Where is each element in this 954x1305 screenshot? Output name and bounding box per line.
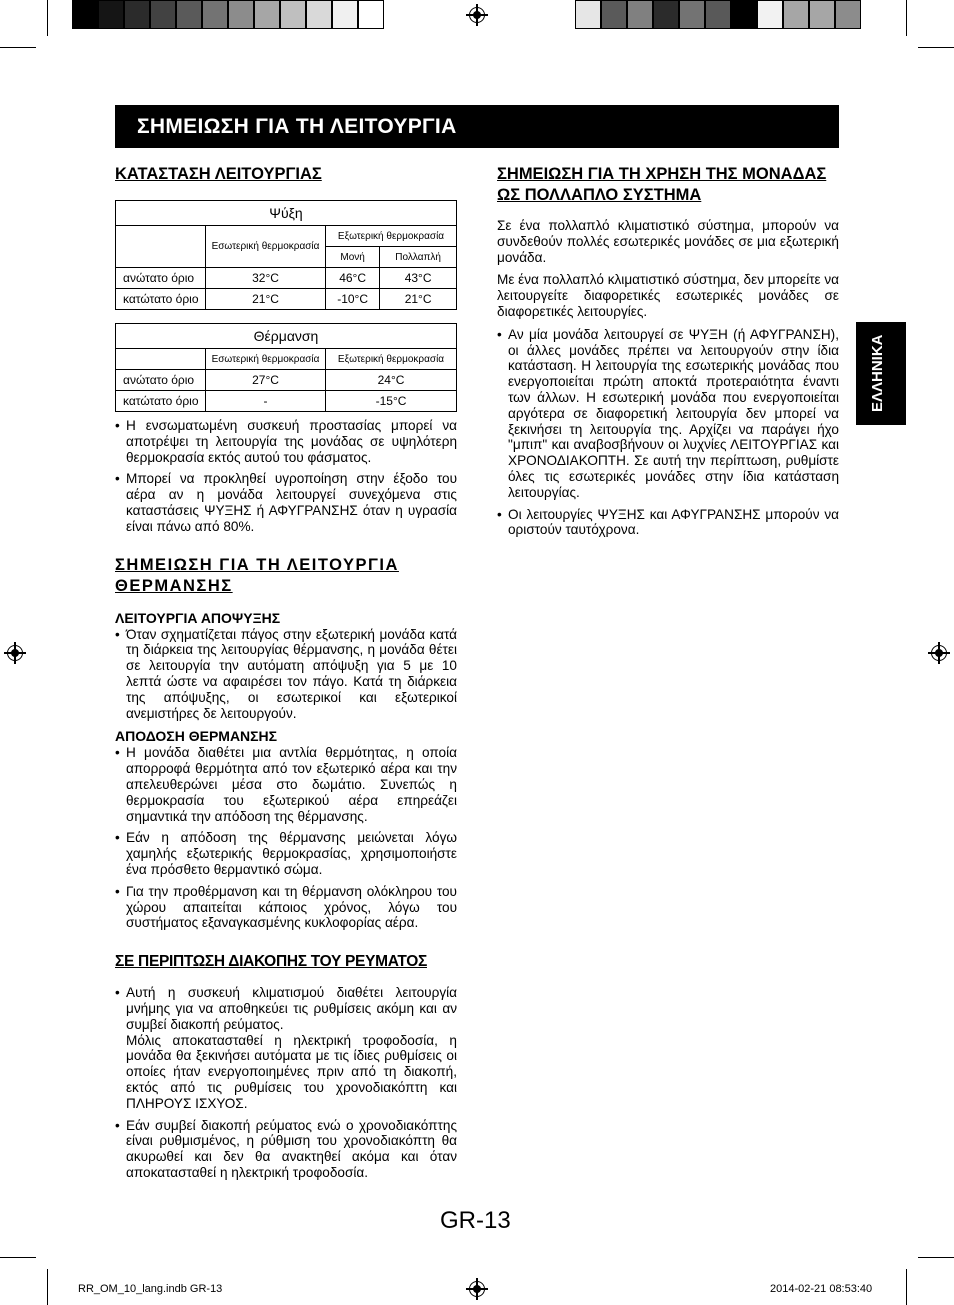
list-item: • Όταν σχηματίζεται πάγος στην εξωτερική μονάδα κατά τη διάρκεια της λειτουργίας θέρμανσης, η μονάδα θέτει σε λειτουργία την αυτόματη απόψυξη για 5 με 10 λεπτά ώστε να αφαιρέσει τον πάγο. Κατά τη διάρκεια της απόψυξης, οι εσωτερικοί και εξωτερικοί ανεμιστήρες δε λειτουργούν. [115, 627, 457, 722]
table-row [116, 391, 457, 412]
color-bar-right [575, 0, 861, 29]
table-row [116, 289, 457, 310]
color-swatch [150, 0, 176, 29]
registration-mark-right-icon [928, 642, 950, 664]
cooling-caption: Ψύξη [116, 201, 457, 226]
list-item [115, 985, 457, 1111]
footer-file: RR_OM_10_lang.indb GR-13 [78, 1283, 223, 1295]
left-column [115, 164, 457, 1187]
power-failure-notes [115, 985, 457, 1181]
cell: 46°C [326, 268, 380, 289]
color-swatch [809, 0, 835, 29]
table-row [116, 370, 457, 391]
row-label: ανώτατο όριο [116, 370, 206, 391]
list-item: • Για την προθέρμανση και τη θέρμανση ολόκληρου του χώρου απαιτείται κάποιος χρόνος, λόγω του συστήματος εξαναγκασμένης κυκλοφορίας αέρα. [115, 884, 457, 931]
cell: 24°C [326, 370, 457, 391]
cell: -10°C [326, 289, 380, 310]
row-label: κατώτατο όριο [116, 289, 206, 310]
indoor-header: Εσωτερική θερμοκρασία [206, 226, 326, 268]
registration-mark-left-icon [4, 642, 26, 664]
single-header: Μονή [326, 247, 380, 268]
page-number: GR-13 [440, 1207, 511, 1234]
color-swatch [627, 0, 653, 29]
operating-conditions-heading: ΚΑΤΑΣΤΑΣΗ ΛΕΙΤΟΥΡΓΙΑΣ [115, 165, 322, 183]
color-swatch [601, 0, 627, 29]
color-swatch [124, 0, 150, 29]
color-swatch [731, 0, 757, 29]
table-corner [116, 226, 206, 268]
cell: - [206, 391, 326, 412]
color-swatch [254, 0, 280, 29]
crop-mark [0, 47, 36, 48]
language-tab-label: ΕΛΛΗΝΙΚΑ [869, 334, 886, 412]
list-item: • Η μονάδα διαθέτει μια αντλία θερμότητας, η οποία απορροφά θερμότητα από τον εξωτερικό αέρα και την απελευθερώνει μέσα στο δωμάτιο. Συνεπώς η θερμοκρασία του εξωτερικού αέρα επηρεάζει σημαντικά την απόδοση της θέρμανσης. [115, 745, 457, 824]
cell: 27°C [206, 370, 326, 391]
crop-mark [47, 0, 48, 36]
outdoor-header: Εξωτερική θερμοκρασία [326, 226, 457, 247]
defrost-notes [115, 627, 457, 722]
defrost-heading: ΛΕΙΤΟΥΡΓΙΑ ΑΠΟΨΥΞΗΣ [115, 609, 281, 626]
table-corner [116, 349, 206, 370]
multi-system-notes [497, 327, 839, 538]
crop-mark [47, 1269, 48, 1305]
color-swatch [228, 0, 254, 29]
row-label: κατώτατο όριο [116, 391, 206, 412]
row-label: ανώτατο όριο [116, 268, 206, 289]
heating-table [115, 323, 457, 412]
cell: 43°C [380, 268, 457, 289]
cell: 21°C [206, 289, 326, 310]
heating-note-heading: ΣΗΜΕΙΩΣΗ ΓΙΑ ΤΗ ΛΕΙΤΟΥΡΓΙΑ ΘΕΡΜΑΝΣΗΣ [115, 555, 399, 595]
color-bar-left [72, 0, 384, 29]
list-item: • Εάν η απόδοση της θέρμανσης μειώνεται λόγω χαμηλής εξωτερικής θερμοκρασίας, χρησιμοποιήστε ένα πρόσθετο θερμαντικό σώμα. [115, 830, 457, 877]
registration-mark-top-icon [466, 4, 488, 26]
section-header [115, 105, 839, 148]
color-swatch [280, 0, 306, 29]
list-item-text: Αυτή η συσκευή κλιματισμού διαθέτει λειτουργία μνήμης για να αποθηκεύει τις ρυθμίσεις ακόμη και αν συμβεί διακοπή ρεύματος. [126, 985, 457, 1032]
color-swatch [757, 0, 783, 29]
section-title: ΣΗΜΕΙΩΣΗ ΓΙΑ ΤΗ ΛΕΙΤΟΥΡΓΙΑ [137, 115, 457, 138]
crop-mark [918, 47, 954, 48]
color-swatch [653, 0, 679, 29]
cooling-table [115, 200, 457, 310]
footer-date: 2014-02-21 08:53:40 [770, 1283, 873, 1295]
list-item: • Αν μία μονάδα λειτουργεί σε ΨΥΞΗ (ή ΑΦΥΓΡΑΝΣΗ), οι άλλες μονάδες πρέπει να λειτουργούν στην ίδια κατάσταση. Η λειτουργία της εσωτερικής μονάδας που ενεργοποιείται πρώτη αποκτά προτεραιότητα έναντι των άλλων. Η εσωτερική μονάδα που ενεργοποιείται αργότερα σε διαφορετική λειτουργία δεν μπορεί να ξεκινήσει τη λειτουργία της. Αρχίζει να παράγει ήχο "μπιπ" και αναβοσβήνουν οι λυχνίες ΛΕΙΤΟΥΡΓΙΑΣ και ΧΡΟΝΟΔΙΑΚΟΠΤΗ. Σε αυτή την περίπτωση, ρυθμίστε όλες τις εσωτερικές μονάδες στην ίδια κατάσταση λειτουργίας. [497, 327, 839, 501]
crop-mark [0, 1257, 36, 1258]
heating-performance-heading: ΑΠΟΔΟΣΗ ΘΕΡΜΑΝΣΗΣ [115, 728, 278, 745]
paragraph: Με ένα πολλαπλό κλιματιστικό σύστημα, δεν μπορείτε να λειτουργείτε διαφορετικές εσωτερικές μονάδες σε διαφορετικές λειτουργίες. [497, 272, 839, 319]
multi-header: Πολλαπλή [380, 247, 457, 268]
multi-system-heading: ΣΗΜΕΙΩΣΗ ΓΙΑ ΤΗ ΧΡΗΣΗ ΤΗΣ ΜΟΝΑΔΑΣ ΩΣ ΠΟΛΛΑΠΛΟ ΣΥΣΤΗΜΑ [497, 165, 827, 204]
outdoor-header: Εξωτερική θερμοκρασία [326, 349, 457, 370]
heating-caption: Θέρμανση [116, 324, 457, 349]
crop-mark [918, 1257, 954, 1258]
registration-mark-bottom-icon [466, 1278, 488, 1300]
list-item: • Οι λειτουργίες ΨΥΞΗΣ και ΑΦΥΓΡΑΝΣΗΣ μπορούν να οριστούν ταυτόχρονα. [497, 507, 839, 539]
color-swatch [176, 0, 202, 29]
cell: 32°C [206, 268, 326, 289]
crop-mark [906, 1269, 907, 1305]
color-swatch [679, 0, 705, 29]
color-swatch [202, 0, 228, 29]
power-failure-heading: ΣΕ ΠΕΡΙΠΤΩΣΗ ΔΙΑΚΟΠΗΣ ΤΟΥ ΡΕΥΜΑΤΟΣ [115, 953, 427, 971]
color-swatch [332, 0, 358, 29]
cell: 21°C [380, 289, 457, 310]
color-swatch [575, 0, 601, 29]
crop-mark [906, 0, 907, 36]
heating-performance-notes [115, 745, 457, 931]
paragraph: Σε ένα πολλαπλό κλιματιστικό σύστημα, μπορούν να συνδεθούν πολλές εσωτερικές μονάδες σε μια εξωτερική μονάδα. [497, 218, 839, 265]
color-swatch [98, 0, 124, 29]
list-item: • Η ενσωματωμένη συσκευή προστασίας μπορεί να αποτρέψει τη λειτουργία της μονάδας σε υψηλότερη θερμοκρασία εκτός αυτού του φάσματος. [115, 418, 457, 465]
color-swatch [783, 0, 809, 29]
cell: -15°C [326, 391, 457, 412]
language-tab [856, 322, 906, 425]
list-item: • Μπορεί να προκληθεί υγροποίηση στην έξοδο του αέρα αν η μονάδα λειτουργεί συνεχόμενα στις καταστάσεις ΨΥΞΗΣ ή ΑΦΥΓΡΑΝΣΗΣ όταν η υγρασία είναι πάνω από 80%. [115, 471, 457, 534]
list-item: • Εάν συμβεί διακοπή ρεύματος ενώ ο χρονοδιακόπτης είναι ρυθμισμένος, η ρύθμιση του χρονοδιακόπτη θα ακυρωθεί και δεν θα ανακτηθεί ακόμα και όταν αποκατασταθεί η ηλεκτρική τροφοδοσία. [115, 1118, 457, 1181]
color-swatch [705, 0, 731, 29]
table-row [116, 268, 457, 289]
color-swatch [358, 0, 384, 29]
indoor-header: Εσωτερική θερμοκρασία [206, 349, 326, 370]
color-swatch [72, 0, 98, 29]
operating-notes [115, 418, 457, 535]
color-swatch [306, 0, 332, 29]
right-column [497, 164, 839, 544]
color-swatch [835, 0, 861, 29]
list-item-text: Μόλις αποκατασταθεί η ηλεκτρική τροφοδοσία, η μονάδα θα ξεκινήσει αυτόματα με τις ίδιες ρυθμίσεις οι οποίες ήταν ενεργοποιημένες πριν από τη διακοπή, εκτός από τις ρυθμίσεις του χρονοδιακόπτη και ΠΛΗΡΟΥΣ ΙΣΧΥΟΣ. [126, 1032, 457, 1111]
